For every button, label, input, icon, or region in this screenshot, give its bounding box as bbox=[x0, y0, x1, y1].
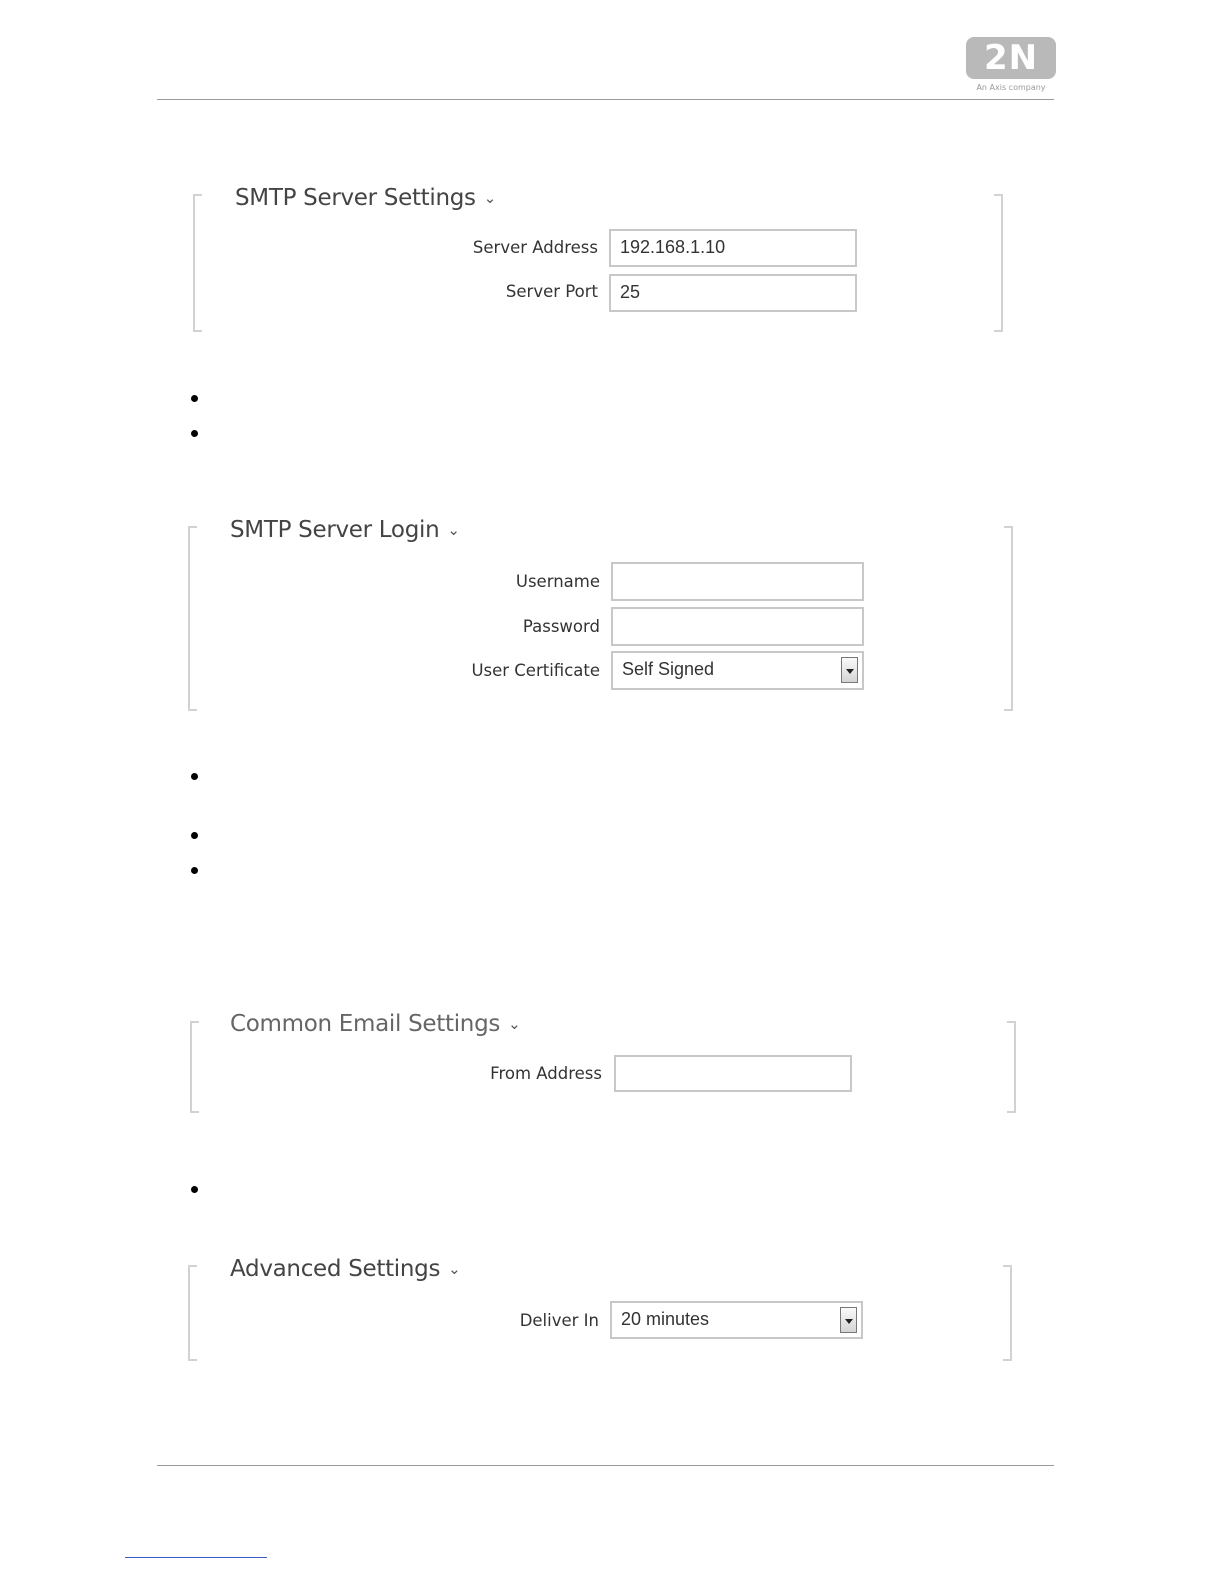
user-certificate-label: User Certificate bbox=[471, 661, 600, 680]
bullet-icon bbox=[191, 1186, 198, 1193]
panel-bracket-left bbox=[190, 1021, 199, 1113]
bullet-icon bbox=[191, 867, 198, 874]
section-header-smtp-login[interactable] bbox=[230, 517, 460, 543]
section-header-common-email[interactable] bbox=[230, 1011, 520, 1037]
section-title: SMTP Server Settings bbox=[235, 185, 476, 211]
deliver-in-value: 20 minutes bbox=[621, 1309, 710, 1329]
section-header-smtp-server[interactable] bbox=[235, 185, 496, 211]
panel-bracket-right bbox=[1007, 1021, 1016, 1113]
password-input[interactable] bbox=[611, 607, 864, 646]
smtp-server-settings-panel bbox=[193, 185, 1003, 332]
panel-bracket-left bbox=[188, 1265, 197, 1361]
panel-bracket-right bbox=[1004, 526, 1013, 711]
chevron-down-icon: ⌄ bbox=[448, 1260, 461, 1278]
logo-tagline: An Axis company bbox=[976, 83, 1046, 92]
dropdown-arrow-icon[interactable] bbox=[840, 1307, 857, 1333]
advanced-settings-panel bbox=[188, 1256, 1012, 1361]
from-address-label: From Address bbox=[490, 1064, 602, 1083]
bullet-icon bbox=[191, 832, 198, 839]
username-label: Username bbox=[515, 572, 600, 591]
section-title: Common Email Settings bbox=[230, 1011, 501, 1037]
panel-bracket-right bbox=[1003, 1265, 1012, 1361]
logo-mark: 2N bbox=[966, 37, 1056, 79]
deliver-in-select[interactable] bbox=[610, 1301, 863, 1339]
company-logo bbox=[966, 37, 1056, 93]
panel-bracket-left bbox=[193, 194, 202, 332]
deliver-in-label: Deliver In bbox=[519, 1311, 599, 1330]
from-address-input[interactable] bbox=[614, 1055, 852, 1092]
footer-link-underline[interactable] bbox=[125, 1557, 267, 1558]
panel-bracket-right bbox=[994, 194, 1003, 332]
server-address-input[interactable]: 192.168.1.10 bbox=[609, 229, 857, 267]
panel-bracket-left bbox=[188, 526, 197, 711]
server-port-input[interactable]: 25 bbox=[609, 274, 857, 312]
user-certificate-select[interactable] bbox=[611, 651, 864, 690]
bullet-icon bbox=[191, 430, 198, 437]
chevron-down-icon: ⌄ bbox=[483, 189, 497, 207]
section-title: SMTP Server Login bbox=[230, 517, 440, 543]
username-input[interactable] bbox=[611, 562, 864, 601]
server-address-label: Server Address bbox=[472, 238, 598, 257]
common-email-settings-panel bbox=[190, 1011, 1016, 1113]
smtp-server-login-panel bbox=[188, 517, 1013, 711]
header-divider bbox=[157, 99, 1054, 100]
user-certificate-value: Self Signed bbox=[622, 659, 715, 679]
footer-divider bbox=[157, 1465, 1054, 1466]
server-port-label: Server Port bbox=[505, 282, 598, 301]
bullet-icon bbox=[191, 395, 198, 402]
chevron-down-icon: ⌄ bbox=[447, 521, 460, 539]
dropdown-arrow-icon[interactable] bbox=[841, 657, 858, 683]
section-header-advanced[interactable] bbox=[230, 1256, 460, 1282]
chevron-down-icon: ⌄ bbox=[508, 1015, 521, 1033]
password-label: Password bbox=[522, 617, 600, 636]
section-title: Advanced Settings bbox=[230, 1256, 441, 1282]
bullet-icon bbox=[191, 773, 198, 780]
